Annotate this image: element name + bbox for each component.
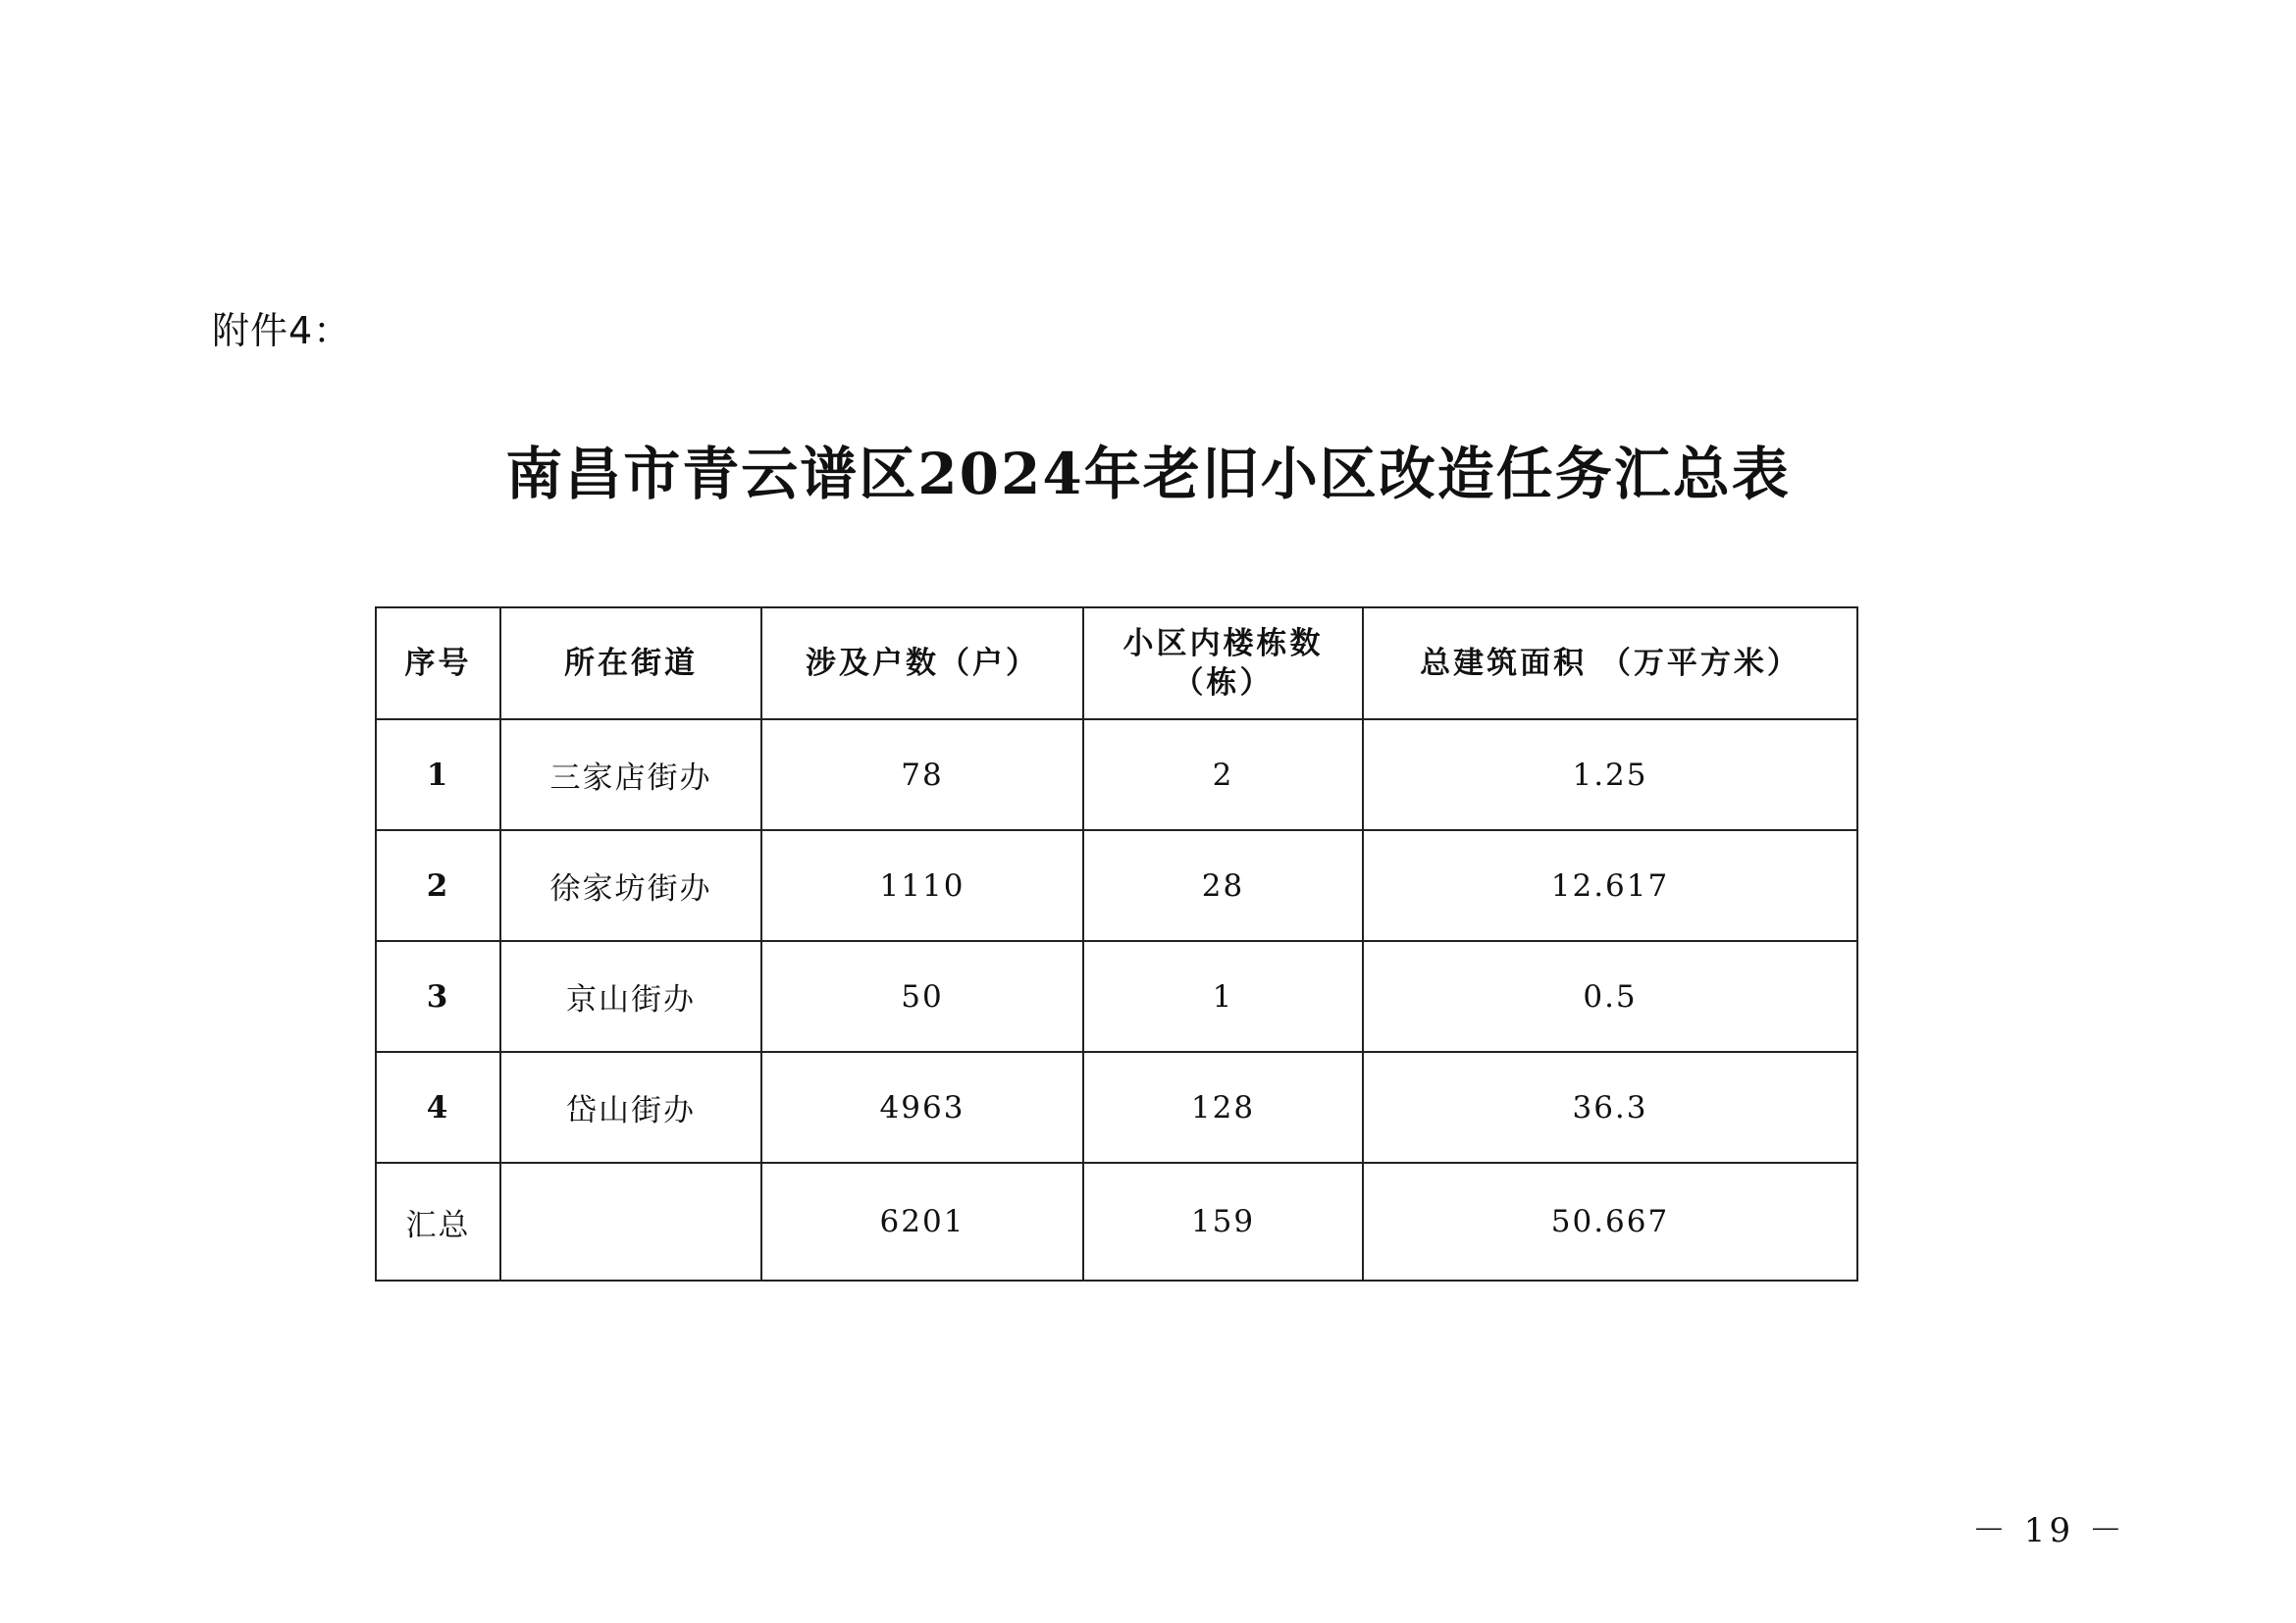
total-area: 50.667 xyxy=(1363,1163,1857,1281)
row-area: 12.617 xyxy=(1363,830,1857,941)
total-buildings: 159 xyxy=(1083,1163,1363,1281)
row-index: 2 xyxy=(376,830,500,941)
header-buildings-line1: 小区内楼栋数 xyxy=(1122,626,1324,661)
table-header-row xyxy=(376,607,1857,719)
row-index: 4 xyxy=(376,1052,500,1163)
table-row xyxy=(376,1052,1857,1163)
table-row xyxy=(376,719,1857,830)
row-households: 4963 xyxy=(761,1052,1083,1163)
row-index: 1 xyxy=(376,719,500,830)
total-label: 汇总 xyxy=(376,1163,500,1281)
header-households: 涉及户数（户） xyxy=(761,607,1083,719)
row-index: 3 xyxy=(376,941,500,1052)
row-buildings: 28 xyxy=(1083,830,1363,941)
table-row xyxy=(376,941,1857,1052)
page-number: － 19 － xyxy=(1972,1511,2126,1550)
row-households: 50 xyxy=(761,941,1083,1052)
row-street: 京山街办 xyxy=(500,941,761,1052)
header-street: 所在街道 xyxy=(500,607,761,719)
header-buildings-line2: （栋） xyxy=(1173,665,1274,701)
total-households: 6201 xyxy=(761,1163,1083,1281)
header-buildings xyxy=(1083,607,1363,719)
header-index: 序号 xyxy=(376,607,500,719)
summary-table xyxy=(375,606,1858,1282)
row-households: 78 xyxy=(761,719,1083,830)
row-street: 徐家坊街办 xyxy=(500,830,761,941)
header-area: 总建筑面积 （万平方米） xyxy=(1363,607,1857,719)
document-title: 南昌市青云谱区2024年老旧小区改造任务汇总表 xyxy=(505,441,1791,507)
row-buildings: 1 xyxy=(1083,941,1363,1052)
row-area: 1.25 xyxy=(1363,719,1857,830)
row-area: 36.3 xyxy=(1363,1052,1857,1163)
row-households: 1110 xyxy=(761,830,1083,941)
total-street xyxy=(500,1163,761,1281)
row-area: 0.5 xyxy=(1363,941,1857,1052)
row-buildings: 128 xyxy=(1083,1052,1363,1163)
row-street: 岱山街办 xyxy=(500,1052,761,1163)
row-buildings: 2 xyxy=(1083,719,1363,830)
row-street: 三家店街办 xyxy=(500,719,761,830)
attachment-label: 附件4： xyxy=(212,309,352,352)
table-row xyxy=(376,830,1857,941)
table-total-row xyxy=(376,1163,1857,1281)
